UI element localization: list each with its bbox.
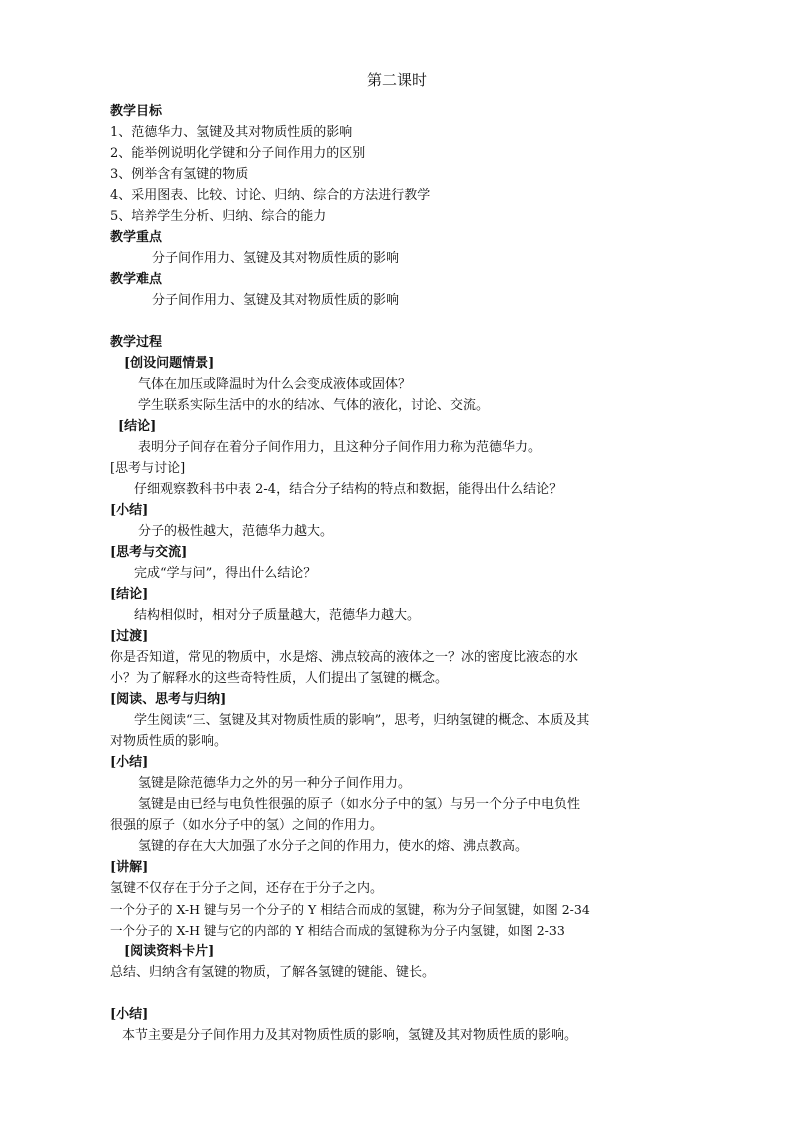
section-text: 分子的极性越大，范德华力越大。 [138, 524, 334, 539]
objective-item: 4、采用图表、比较、讨论、归纳、综合的方法进行教学 [110, 188, 431, 203]
section-text: 小？为了解释水的这些奇特性质，人们提出了氢键的概念。 [110, 671, 449, 686]
section-text: 很强的原子（如水分子中的氢）之间的作用力。 [110, 818, 384, 833]
section-text: 氢键的存在大大加强了水分子之间的作用力，使水的熔、沸点教高。 [138, 839, 529, 854]
section-label: [小结] [110, 1007, 149, 1022]
objective-item: 2、能举例说明化学键和分子间作用力的区别 [110, 146, 366, 161]
section-text: 结构相似时，相对分子质量越大，范德华力越大。 [134, 608, 421, 623]
section-text: 氢键是由已经与电负性很强的原子（如水分子中的氢）与另一个分子中电负性 [138, 797, 581, 812]
section-text: 学生阅读“三、氢键及其对物质性质的影响”，思考，归纳氢键的概念、本质及其 [134, 713, 590, 728]
section-label: [小结] [110, 503, 149, 518]
section-text: 一个分子的 X-H 键与另一个分子的 Y 相结合而成的氢键，称为分子间氢键，如图 2-34 [110, 902, 590, 917]
section-label: [结论] [110, 587, 149, 602]
section-label: [讲解] [110, 860, 149, 875]
section-label: [思考与讨论] [110, 461, 186, 476]
section-label: [创设问题情景] [124, 356, 215, 371]
objectives-heading: 教学目标 [110, 104, 163, 119]
key-points-heading: 教学重点 [110, 230, 163, 245]
difficulties-heading: 教学难点 [110, 272, 163, 287]
section-text: 气体在加压或降温时为什么会变成液体或固体？ [138, 377, 412, 392]
section-text: 表明分子间存在着分子间作用力，且这种分子间作用力称为范德华力。 [138, 440, 542, 455]
objective-item: 5、培养学生分析、归纳、综合的能力 [110, 209, 327, 224]
process-heading: 教学过程 [110, 335, 163, 350]
objective-item: 3、例举含有氢键的物质 [110, 167, 249, 182]
section-label: [小结] [110, 755, 149, 770]
section-text: 学生联系实际生活中的水的结冰、气体的液化，讨论、交流。 [138, 398, 490, 413]
section-label: [阅读、思考与归纳] [110, 692, 227, 707]
difficulties-text: 分子间作用力、氢键及其对物质性质的影响 [152, 293, 400, 308]
section-text: 完成“学与问”，得出什么结论？ [134, 566, 317, 581]
section-label: [过渡] [110, 629, 149, 644]
section-text: 对物质性质的影响。 [110, 734, 228, 749]
section-text: 氢键是除范德华力之外的另一种分子间作用力。 [138, 776, 412, 791]
section-label: [思考与交流] [110, 545, 188, 560]
section-text: 仔细观察教科书中表 2-4，结合分子结构的特点和数据，能得出什么结论？ [134, 482, 563, 497]
section-label: [阅读资料卡片] [124, 944, 215, 959]
section-text: 总结、归纳含有氢键的物质，了解各氢键的键能、键长。 [110, 965, 436, 980]
section-label: [结论] [118, 419, 157, 434]
section-text: 一个分子的 X-H 键与它的内部的 Y 相结合而成的氢键称为分子内氢键，如图 2-33 [110, 923, 565, 938]
section-text: 本节主要是分子间作用力及其对物质性质的影响，氢键及其对物质性质的影响。 [122, 1028, 578, 1043]
section-text: 你是否知道，常见的物质中，水是熔、沸点较高的液体之一？冰的密度比液态的水 [110, 650, 579, 665]
key-points-text: 分子间作用力、氢键及其对物质性质的影响 [152, 251, 400, 266]
section-text: 氢键不仅存在于分子之间，还存在于分子之内。 [110, 881, 384, 896]
objective-item: 1、范德华力、氢键及其对物质性质的影响 [110, 125, 353, 140]
page-title: 第二课时 [366, 71, 427, 89]
